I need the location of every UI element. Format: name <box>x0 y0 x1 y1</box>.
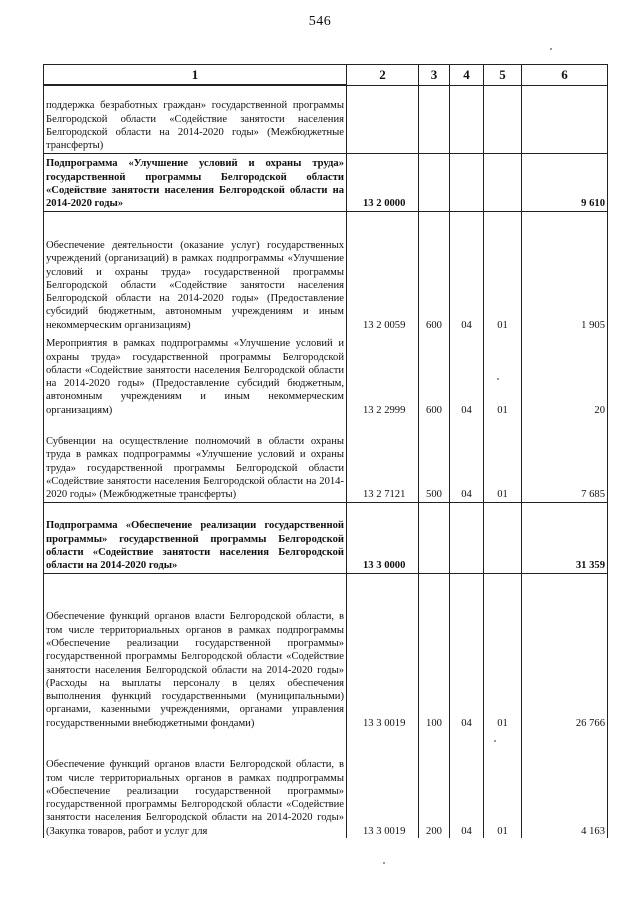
header-col-5: 5 <box>484 65 522 86</box>
row-csr: 13 3 0019 <box>347 730 419 838</box>
table-row-events <box>44 332 608 417</box>
header-col-6: 6 <box>522 65 608 86</box>
row-rz: 04 <box>450 211 484 332</box>
header-col-4: 4 <box>450 65 484 86</box>
row-description: Обеспечение функций органов власти Белгородской области, в том числе территориальных органов в рамках подпрограммы «Обеспечение реализации государственной программы» государственной программы Белгородской области «Содействие занятости населения Белгородской области на 2014-2020 годы» (Закупка товаров, работ и услуг для <box>44 730 347 838</box>
row-vr: 100 <box>419 573 450 730</box>
row-pr: 01 <box>484 417 522 502</box>
row-vr: 500 <box>419 417 450 502</box>
row-vr: 600 <box>419 211 450 332</box>
row-rz: 04 <box>450 573 484 730</box>
table-row-subprogram-implementation <box>44 502 608 573</box>
row-rz <box>450 502 484 573</box>
table-row-functions-purchases <box>44 730 608 838</box>
row-rz: 04 <box>450 730 484 838</box>
row-csr: 13 3 0000 <box>347 502 419 573</box>
row-rz <box>450 153 484 211</box>
row-description: Подпрограмма «Обеспечение реализации государственной программы» государственной программы Белгородской области «Содействие занятости населения Белгородской области на 2014-2020 годы» <box>44 502 347 573</box>
scan-speck <box>550 48 552 50</box>
row-sum: 31 359 <box>522 502 608 573</box>
row-csr: 13 2 0000 <box>347 153 419 211</box>
row-description: поддержка безработных граждан» государственной программы Белгородской области «Содействие занятости населения Белгородской области на 2014-2020 годы» (Межбюджетные трансферты) <box>44 85 347 153</box>
row-description: Субвенции на осуществление полномочий в области охраны труда в рамках подпрограммы «Улучшение условий и охраны труда» государственной программы Белгородской области «Содействие занятости населения Белгородской области на 2014-2020 годы» (Межбюджетные трансферты) <box>44 417 347 502</box>
scan-speck <box>494 740 496 742</box>
row-csr: 13 2 7121 <box>347 417 419 502</box>
table-header-row <box>44 65 608 86</box>
row-description: Подпрограмма «Улучшение условий и охраны труда» государственной программы Белгородской области «Содействие занятости населения Белгородской области на 2014-2020 годы» <box>44 153 347 211</box>
row-pr <box>484 153 522 211</box>
row-vr: 200 <box>419 730 450 838</box>
row-csr: 13 2 2999 <box>347 332 419 417</box>
header-col-2: 2 <box>347 65 419 86</box>
table-row-continued <box>44 85 608 153</box>
row-sum: 9 610 <box>522 153 608 211</box>
row-pr <box>484 502 522 573</box>
page-number: 546 <box>308 14 332 29</box>
row-rz <box>450 85 484 153</box>
row-sum <box>522 85 608 153</box>
scan-speck <box>497 378 499 380</box>
row-rz: 04 <box>450 332 484 417</box>
row-csr: 13 3 0019 <box>347 573 419 730</box>
row-pr: 01 <box>484 332 522 417</box>
row-pr: 01 <box>484 730 522 838</box>
row-sum: 1 905 <box>522 211 608 332</box>
row-csr <box>347 85 419 153</box>
table-row-functions-personnel <box>44 573 608 730</box>
row-description: Обеспечение функций органов власти Белгородской области, в том числе территориальных органов в рамках подпрограммы «Обеспечение реализации государственной программы» государственной программы Белгородской области «Содействие занятости населения Белгородской области на 2014-2020 годы» (Расходы на выплаты персоналу в целях обеспечения выполнения функций государственными (муниципальными) органами, казенными учреждениями, органами управления государственными внебюджетными фондами) <box>44 573 347 730</box>
table-row-subventions <box>44 417 608 502</box>
row-vr <box>419 502 450 573</box>
header-col-3: 3 <box>419 65 450 86</box>
scan-speck <box>383 862 385 864</box>
table-row-institutions <box>44 211 608 332</box>
row-pr: 01 <box>484 211 522 332</box>
row-description: Мероприятия в рамках подпрограммы «Улучшение условий и охраны труда» государственной программы Белгородской области «Содействие занятости населения Белгородской области на 2014-2020 годы» (Предоставление субсидий бюджетным, автономным учреждениям и иным некоммерческим организациям) <box>44 332 347 417</box>
row-sum: 20 <box>522 332 608 417</box>
row-sum: 7 685 <box>522 417 608 502</box>
header-col-1: 1 <box>44 65 347 86</box>
row-pr <box>484 85 522 153</box>
row-rz: 04 <box>450 417 484 502</box>
table-row-subprogram-labor <box>44 153 608 211</box>
row-pr: 01 <box>484 573 522 730</box>
budget-table <box>43 64 608 838</box>
row-sum: 4 163 <box>522 730 608 838</box>
row-description: Обеспечение деятельности (оказание услуг) государственных учреждений (организаций) в рамках подпрограммы «Улучшение условий и охраны труда» государственной программы Белгородской области «Содействие занятости населения Белгородской области на 2014-2020 годы» (Предоставление субсидий бюджетным, автономным учреждениям и иным некоммерческим организациям) <box>44 211 347 332</box>
row-vr <box>419 85 450 153</box>
row-vr: 600 <box>419 332 450 417</box>
row-sum: 26 766 <box>522 573 608 730</box>
row-vr <box>419 153 450 211</box>
row-csr: 13 2 0059 <box>347 211 419 332</box>
